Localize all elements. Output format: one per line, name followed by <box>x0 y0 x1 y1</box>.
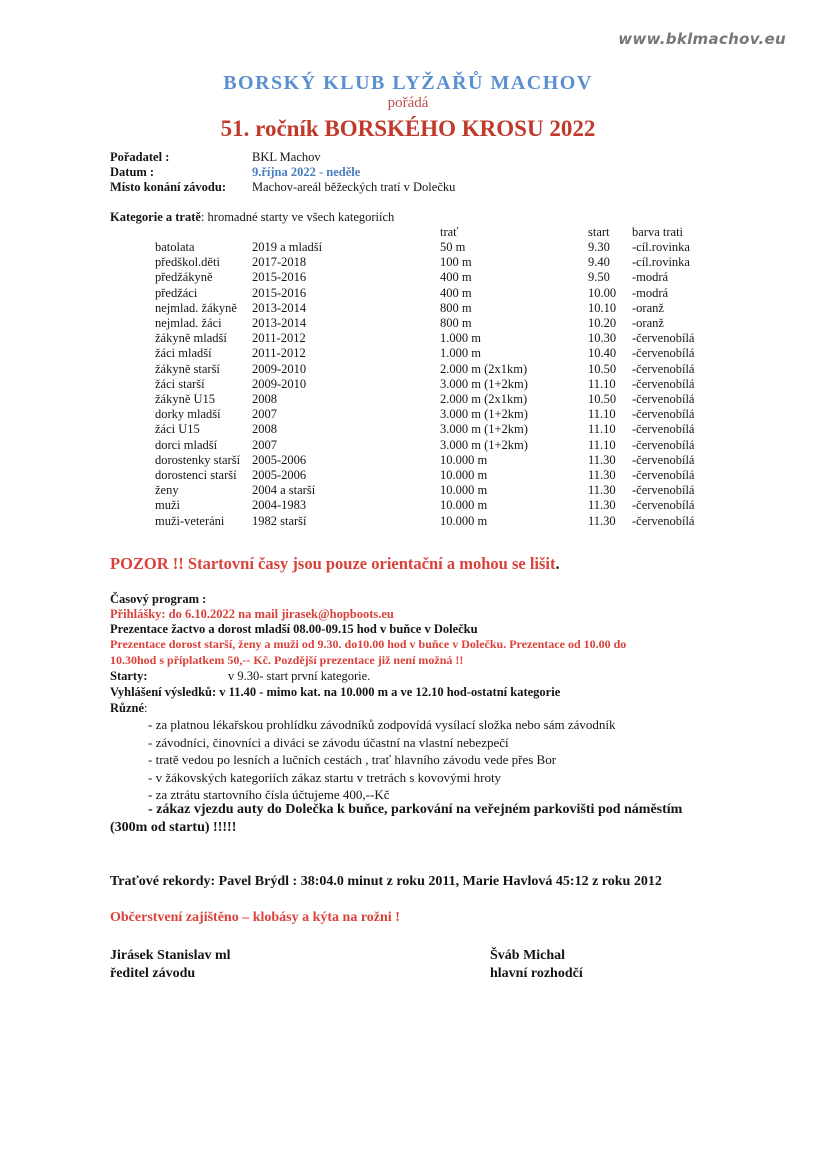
category-years: 2007 <box>252 407 277 422</box>
category-name: žáci U15 <box>155 422 200 437</box>
track-records: Traťové rekordy: Pavel Brýdl : 38:04.0 minut z roku 2011, Marie Havlová 45:12 z roku 2012 <box>110 874 662 889</box>
misc-heading-text: Různé <box>110 701 145 715</box>
category-years: 2007 <box>252 437 277 452</box>
category-start: 11.30 <box>588 468 616 482</box>
registration-line: Přihlášky: do 6.10.2022 na mail jirasek@hopboots.eu <box>110 607 394 621</box>
category-track: 2.000 m (2x1km) <box>440 392 528 406</box>
category-years: 2015-2016 <box>252 270 307 285</box>
referee-role: hlavní rozhodčí <box>490 966 583 981</box>
presentation-old-line-2: 10.30hod s příplatkem 50,-- Kč. Pozdější prezentace již není možná !! <box>110 653 464 667</box>
starts-label: Starty: <box>110 669 148 683</box>
category-years: 2009-2010 <box>252 376 307 391</box>
presentation-young-line: Prezentace žactvo a dorost mladší 08.00-09.15 hod v buňce v Dolečku <box>110 622 478 636</box>
categories-heading <box>110 210 394 225</box>
category-start: 11.30 <box>588 513 616 528</box>
category-years: 2004 a starší <box>252 483 316 498</box>
category-track: 1.000 m <box>440 331 481 346</box>
organizer-label: Pořadatel : <box>110 150 170 164</box>
refreshments: Občerstvení zajištěno – klobásy a kýta na rožni ! <box>110 910 400 925</box>
warning-notice <box>110 554 560 574</box>
category-years: 1982 starší <box>252 513 307 528</box>
place-value: Machov-areál běžeckých tratí v Dolečku <box>252 180 456 194</box>
category-track: 10.000 m <box>440 513 488 528</box>
category-years: 2015-2016 <box>252 285 307 300</box>
warning-text: POZOR !! Startovní časy jsou pouze orientační a mohou se lišit <box>110 554 556 573</box>
organizes-label: pořádá <box>387 95 429 111</box>
category-start: 9.50 <box>588 270 610 285</box>
list-item: - tratě vedou po lesních a lučních cestách , trať hlavního závodu vede přes Bor <box>148 752 557 767</box>
presentation-old-line-1: Prezentace dorost starší, ženy a muži od 9.30. do10.00 hod v buňce v Dolečku. Prezentace od 10.00 do <box>110 637 627 651</box>
category-track: 400 m <box>440 285 472 300</box>
category-years: 2008 <box>252 422 277 437</box>
category-track: 50 m <box>440 240 466 254</box>
list-item: - v žákovských kategoriích zákaz startu v tretrách s kovovými hroty <box>148 769 502 785</box>
category-start: 10.50 <box>588 361 617 376</box>
category-start: 11.10 <box>588 407 616 422</box>
category-track: 3.000 m (1+2km) <box>440 437 528 452</box>
list-item: - za platnou lékařskou prohlídku závodníků zodpovídá vysílací složka nebo sám závodník <box>148 717 616 732</box>
category-color: -modrá <box>632 270 669 285</box>
category-name: ženy <box>155 483 179 498</box>
category-name: předžáci <box>155 285 198 300</box>
referee-name: Šváb Michal <box>490 948 566 963</box>
category-color: -červenobílá <box>632 498 695 513</box>
category-track: 2.000 m (2x1km) <box>440 361 528 376</box>
category-years: 2017-2018 <box>252 255 307 270</box>
category-start: 10.00 <box>588 285 617 300</box>
category-years: 2005-2006 <box>252 468 307 482</box>
column-header-start: start <box>588 225 610 239</box>
category-years: 2019 a mladší <box>252 240 323 254</box>
category-name: žáci starší <box>155 376 205 391</box>
event-title: 51. ročník BORSKÉHO KROSU 2022 <box>220 116 596 141</box>
category-track: 3.000 m (1+2km) <box>440 407 528 422</box>
category-color: -červenobílá <box>632 392 695 406</box>
category-years: 2004-1983 <box>252 498 307 513</box>
category-name: žákyně U15 <box>155 392 216 406</box>
category-color: -červenobílá <box>632 407 695 422</box>
category-years: 2008 <box>252 392 277 406</box>
category-start: 10.50 <box>588 392 617 406</box>
category-color: -červenobílá <box>632 422 695 437</box>
date-value: 9.října 2022 - neděle <box>252 165 361 179</box>
category-start: 9.40 <box>588 255 610 270</box>
category-color: -červenobílá <box>632 376 695 391</box>
category-color: -červenobílá <box>632 483 695 498</box>
category-track: 10.000 m <box>440 498 488 513</box>
category-name: dorostenci starší <box>155 468 237 482</box>
category-color: -červenobílá <box>632 361 695 376</box>
results-line: Vyhlášení výsledků: v 11.40 - mimo kat. na 10.000 m a ve 12.10 hod-ostatní kategorie <box>110 685 561 699</box>
category-name: žáci mladší <box>155 346 212 361</box>
category-name: žákyně mladší <box>155 331 227 346</box>
category-start: 11.30 <box>588 483 616 498</box>
category-track: 10.000 m <box>440 452 488 467</box>
category-start: 10.40 <box>588 346 617 361</box>
category-years: 2011-2012 <box>252 331 306 346</box>
category-track: 10.000 m <box>440 468 488 482</box>
category-years: 2013-2014 <box>252 316 307 330</box>
place-label: Místo konání závodu: <box>110 180 226 194</box>
category-track: 800 m <box>440 316 472 330</box>
category-name: nejmlad. žáci <box>155 316 222 330</box>
categories-heading-bold: Kategorie a tratě <box>110 210 201 224</box>
club-name: BORSKÝ KLUB LYŽAŘŮ MACHOV <box>223 72 593 94</box>
category-start: 11.10 <box>588 422 616 437</box>
category-start: 11.30 <box>588 498 616 513</box>
category-color: -červenobílá <box>632 513 695 528</box>
website-url: www.bklmachov.eu <box>618 30 786 48</box>
category-start: 11.10 <box>588 376 616 391</box>
category-color: -červenobílá <box>632 346 695 361</box>
category-color: -červenobílá <box>632 452 695 467</box>
category-name: předškol.děti <box>155 255 220 270</box>
category-name: batolata <box>155 240 195 254</box>
misc-heading-colon: : <box>144 701 148 715</box>
starts-value: v 9.30- start první kategorie. <box>228 669 371 683</box>
column-header-track: trať <box>440 225 459 239</box>
list-item: - závodníci, činovníci a diváci se závodu účastní na vlastní nebezpečí <box>148 734 509 750</box>
program-heading: Časový program : <box>110 592 207 606</box>
director-role: ředitel závodu <box>110 966 196 981</box>
misc-heading <box>110 701 148 716</box>
category-color: -oranž <box>632 300 664 315</box>
organizer-value: BKL Machov <box>252 150 321 164</box>
category-track: 800 m <box>440 300 472 315</box>
category-start: 9.30 <box>588 240 610 254</box>
category-start: 11.10 <box>588 437 616 452</box>
category-track: 400 m <box>440 270 472 285</box>
category-name: žákyně starší <box>155 361 220 376</box>
category-name: předžákyně <box>155 270 213 285</box>
category-track: 3.000 m (1+2km) <box>440 376 528 391</box>
category-color: -modrá <box>632 285 669 300</box>
category-track: 100 m <box>440 255 472 270</box>
category-years: 2013-2014 <box>252 300 307 315</box>
category-name: dorci mladší <box>155 437 218 452</box>
warning-end: . <box>555 554 560 573</box>
director-name: Jirásek Stanislav ml <box>110 948 231 963</box>
category-name: muži-veteráni <box>155 513 225 528</box>
category-start: 10.10 <box>588 300 617 315</box>
category-years: 2009-2010 <box>252 361 307 376</box>
category-color: -červenobílá <box>632 331 695 346</box>
parking-line-2: (300m od startu) !!!!! <box>110 820 237 835</box>
date-label: Datum : <box>110 165 155 179</box>
category-start: 10.20 <box>588 316 617 330</box>
category-color: -cíl.rovinka <box>632 240 690 254</box>
category-name: nejmlad. žákyně <box>155 300 237 315</box>
category-name: dorostenky starší <box>155 452 241 467</box>
category-years: 2005-2006 <box>252 452 307 467</box>
category-start: 11.30 <box>588 452 616 467</box>
category-color: -červenobílá <box>632 468 695 482</box>
category-color: -oranž <box>632 316 664 330</box>
category-track: 10.000 m <box>440 483 488 498</box>
category-track: 3.000 m (1+2km) <box>440 422 528 437</box>
category-years: 2011-2012 <box>252 346 306 361</box>
category-name: dorky mladší <box>155 407 221 422</box>
categories-subheading: : hromadné starty ve všech kategoriích <box>200 210 395 224</box>
category-start: 10.30 <box>588 331 617 346</box>
category-color: -cíl.rovinka <box>632 255 690 270</box>
column-header-color: barva trati <box>632 225 684 239</box>
list-item: - za ztrátu startovního čísla účtujeme 400,--Kč <box>148 787 390 802</box>
category-track: 1.000 m <box>440 346 481 361</box>
parking-line-1: - zákaz vjezdu auty do Dolečka k buňce, parkování na veřejném parkovišti pod náměstím <box>148 802 683 817</box>
category-name: muži <box>155 498 180 513</box>
category-color: -červenobílá <box>632 437 695 452</box>
